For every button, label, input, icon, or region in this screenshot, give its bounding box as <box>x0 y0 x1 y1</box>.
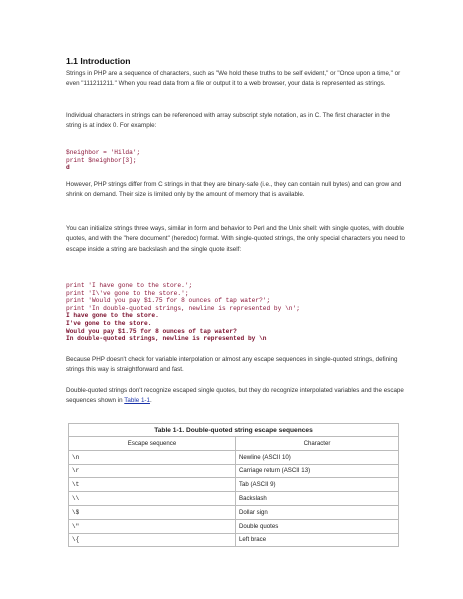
code-line: print $neighbor[3]; <box>66 156 137 164</box>
table-row <box>69 519 399 533</box>
character-cell: Newline (ASCII 10) <box>236 450 399 464</box>
escape-cell: \{ <box>69 533 236 547</box>
section-title: 1.1 Introduction <box>66 56 131 66</box>
code-output-line: I've gone to the store. <box>66 319 152 327</box>
code-line: print 'I have gone to the store.'; <box>66 282 193 289</box>
code-output-line: Would you pay $1.75 for 8 ounces of tap water? <box>66 327 237 335</box>
table-1-1-link[interactable]: Table 1-1 <box>124 397 150 405</box>
paragraph-binary-safe: However, PHP strings differ from C strings in that they are binary-safe (i.e., they can contain null bytes) and can grow and shrink on demand. Their size is limited only by the amount of memory that is available. <box>66 181 402 199</box>
paragraph-no-interpolation: Because PHP doesn't check for variable interpolation or almost any escape sequences in single-quoted strings, defining strings this way is straightforward and fast. <box>66 356 398 374</box>
escape-cell: \t <box>69 478 236 492</box>
code-block-single-quotes <box>66 282 406 343</box>
paragraph-index: Individual characters in strings can be referenced with array subscript style notation, as in C. The first character in the string is at index 0. For example: <box>66 112 390 130</box>
column-header-character: Character <box>236 437 399 451</box>
escape-cell: \$ <box>69 505 236 519</box>
table-row <box>69 464 399 478</box>
code-output-line: In double-quoted strings, newline is represented by \n <box>66 335 267 343</box>
paragraph-intro: Strings in PHP are a sequence of characters, such as "We hold these truths to be self evident," or "Once upon a time," or even "111211211." When you read data from a file or output it to a web browser, your data is represented as strings. <box>66 70 401 88</box>
table-caption: Table 1-1. Double-quoted string escape sequences <box>68 423 399 436</box>
table-row <box>69 478 399 492</box>
table-row <box>69 492 399 506</box>
column-header-escape: Escape sequence <box>69 437 236 451</box>
paragraph-text: Double-quoted strings don't recognize escaped single quotes, but they do recognize interpolated variables and the escape sequences shown in <box>66 387 404 405</box>
paragraph-initialize: You can initialize strings three ways, similar in form and behavior to Perl and the Unix shell: with single quotes, with double quotes, and with the "here document" (heredoc) format. With single-quoted strings, the only special characters you need to escape inside a string are backslash and the single quote itself: <box>66 225 405 253</box>
paragraph-double-quoted <box>66 386 406 407</box>
code-line: print 'I\'ve gone to the store.'; <box>66 289 189 297</box>
character-cell: Backslash <box>236 492 399 506</box>
code-line: print 'In double-quoted strings, newline is represented by \n'; <box>66 304 300 312</box>
table-row <box>69 450 399 464</box>
escape-cell: \" <box>69 519 236 533</box>
code-block-subscript <box>66 149 406 172</box>
character-cell: Tab (ASCII 9) <box>236 478 399 492</box>
code-line: print 'Would you pay $1.75 for 8 ounces of tap water?'; <box>66 297 271 305</box>
table-row <box>69 533 399 547</box>
code-line: $neighbor = 'Hilda'; <box>66 149 141 156</box>
character-cell: Dollar sign <box>236 505 399 519</box>
character-cell: Carriage return (ASCII 13) <box>236 464 399 478</box>
character-cell: Left brace <box>236 533 399 547</box>
paragraph-end: . <box>149 397 152 405</box>
table-header-row <box>69 437 399 451</box>
escape-cell: \n <box>69 450 236 464</box>
escape-cell: \r <box>69 464 236 478</box>
character-cell: Double quotes <box>236 519 399 533</box>
code-output-line: I have gone to the store. <box>66 312 159 320</box>
escape-sequences-table <box>68 423 399 547</box>
table-row <box>69 505 399 519</box>
escape-cell: \\ <box>69 492 236 506</box>
code-output-line: d <box>66 164 70 172</box>
